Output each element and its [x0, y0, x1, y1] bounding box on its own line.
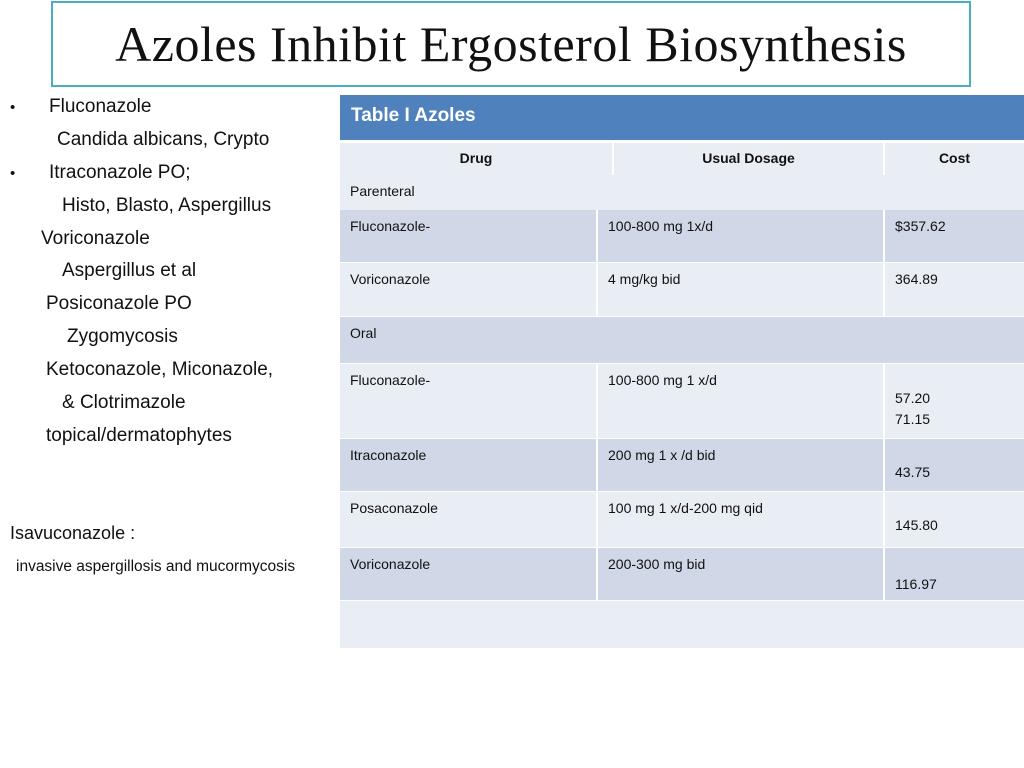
column-header-cost: Cost [885, 143, 1024, 175]
left-line-fluconazole: Fluconazole [49, 96, 152, 117]
slide-title: Azoles Inhibit Ergosterol Biosynthesis [115, 16, 907, 72]
table-cell-dosage: 4 mg/kg bid [598, 263, 885, 316]
cost-value: 57.20 [895, 390, 931, 406]
table-cell-cost: 116.97 [885, 548, 1024, 600]
table-cell-drug: Fluconazole- [340, 364, 598, 438]
left-line-clotrimazole: & Clotrimazole [62, 392, 186, 413]
left-line-topical: topical/dermatophytes [46, 425, 232, 446]
isavuconazole-note: invasive aspergillosis and mucormycosis [16, 558, 296, 575]
table-cell-drug: Itraconazole [340, 439, 598, 491]
section-parenteral: Parenteral [340, 175, 1024, 210]
left-line-posiconazole: Posiconazole PO [46, 293, 192, 314]
column-header-drug: Drug [340, 143, 614, 175]
bullet-icon: • [10, 165, 16, 182]
bullet-icon: • [10, 99, 16, 116]
table-cell-dosage: 200 mg 1 x /d bid [598, 439, 885, 491]
title-box [51, 1, 971, 87]
left-line-histo: Histo, Blasto, Aspergillus [62, 195, 272, 216]
left-line-itraconazole: Itraconazole PO; [49, 162, 191, 183]
table-cell-dosage: 100-800 mg 1 x/d [598, 364, 885, 438]
table-cell-drug: Voriconazole [340, 548, 598, 600]
left-line-candida: Candida albicans, Crypto [57, 129, 270, 150]
table-cell-cost: $357.62 [885, 210, 1024, 262]
table-title: Table I Azoles [340, 95, 1024, 140]
table-empty-row [340, 601, 1024, 648]
table-cell-cost: 364.89 [885, 263, 1024, 316]
table-cell-drug: Posaconazole [340, 492, 598, 547]
table-cell-drug: Fluconazole- [340, 210, 598, 262]
table-cell-dosage: 100 mg 1 x/d-200 mg qid [598, 492, 885, 547]
table-cell-dosage: 200-300 mg bid [598, 548, 885, 600]
section-oral: Oral [340, 317, 1024, 363]
table-cell-cost [885, 364, 1024, 438]
left-line-aspergillus: Aspergillus et al [62, 260, 197, 281]
table-cell-drug: Voriconazole [340, 263, 598, 316]
table-cell-dosage: 100-800 mg 1x/d [598, 210, 885, 262]
cost-value: 71.15 [895, 411, 931, 427]
table-cell-cost: 43.75 [885, 439, 1024, 491]
left-line-ketoconazole: Ketoconazole, Miconazole, [46, 359, 274, 380]
column-header-dosage: Usual Dosage [614, 143, 885, 175]
table-cell-cost: 145.80 [885, 492, 1024, 547]
left-line-voriconazole: Voriconazole [41, 228, 150, 249]
isavuconazole-label: Isavuconazole : [10, 523, 136, 543]
left-line-zygomycosis: Zygomycosis [67, 326, 178, 347]
